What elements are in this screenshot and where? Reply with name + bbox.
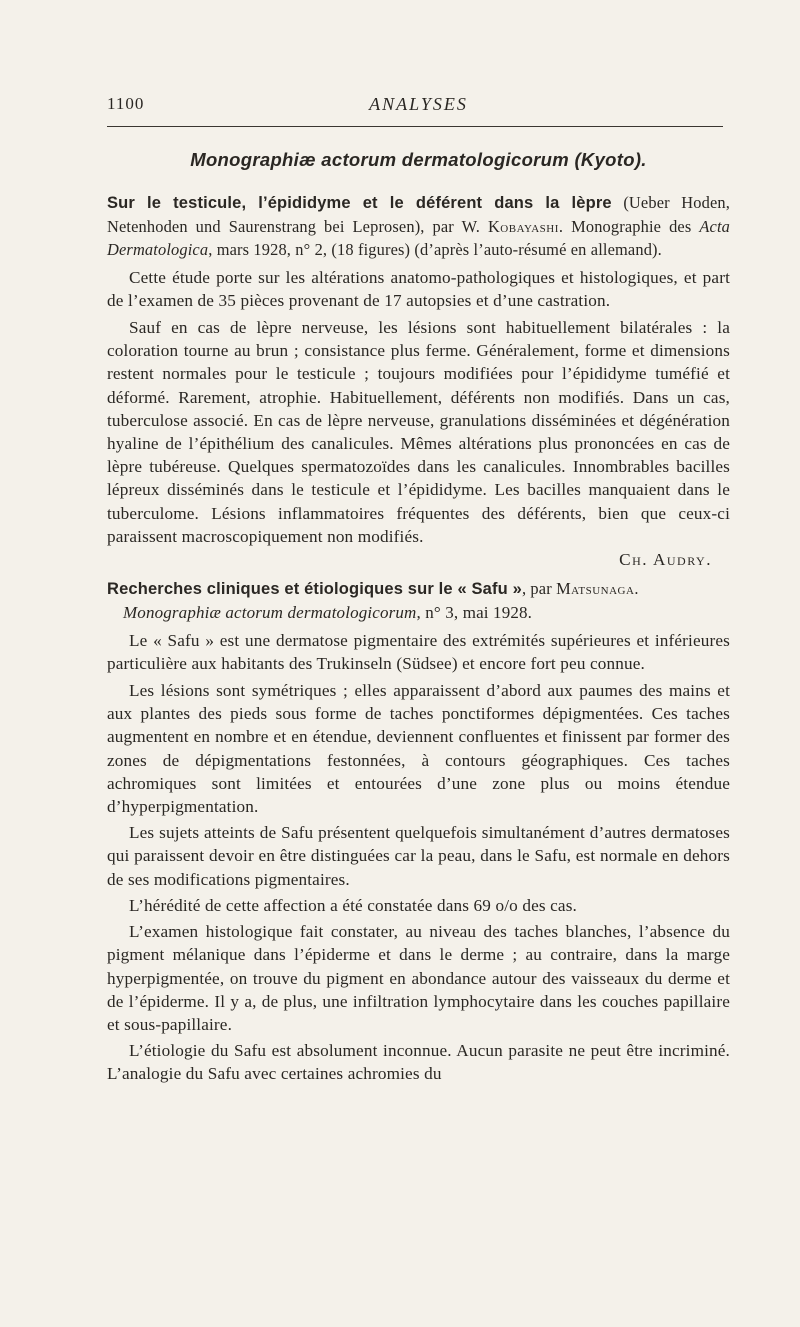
article-2-author: Matsunaga <box>556 579 635 599</box>
article-1-paragraph: Cette étude porte sur les altérations anatomo-pathologiques et histologiques, et part de l’examen de 35 pièces provenant de 17 autopsies et d’une castration. <box>107 267 730 310</box>
article-1-paragraph: Sauf en cas de lèpre nerveuse, les lésions sont habituellement bilatérales : la coloration tourne au brun ; consistance plus ferme. Généralement, forme et dimensions restent normales pour le testicule ; toujours modifiées pour l’épididyme tuméfié et déformé. Rarement, atrophie. Habituellement, déférents non modifiés. Dans un cas, tuberculose associé. En cas de lèpre nerveuse, granulations disséminées et dégénération hyaline de l’épithélium des canalicules. Mêmes altérations plus prononcées en cas de lèpre tubéreuse. Quelques spermatozoïdes dans les canalicules. Innombrables bacilles lépreux disséminés dans le testicule et l’épididyme. Les bacilles manquaient dans le tuberculome. Lésions inflammatoires fréquentes des déférents, bien que ceux-ci paraissent macroscopiquement non modifiés. <box>107 318 730 546</box>
article-1-citation-b: . Monographie des <box>558 217 700 237</box>
article-2-paragraph: L’hérédité de cette affection a été constatée dans 69 o/o des cas. <box>129 895 577 915</box>
article-1-journal: Acta Dermatologica <box>107 217 731 260</box>
article-2-paragraph: L’examen histologique fait constater, au niveau des taches blanches, l’absence du pigment mélanique dans l’épiderme et dans le derme ; au contraire, dans la marge hyperpigmentée, on trouve du pigment en abondance autour des vaisseaux du derme et de l’épiderme. Il y a, de plus, une infiltration lymphocytaire dans les couches papillaire et sous-papillaire. <box>107 922 730 1034</box>
article-1-citation-a: (Ueber Hoden, Netenhoden und Saurenstrang bei Leprosen), par W. <box>107 193 731 237</box>
article-2-paragraph: Les sujets atteints de Safu présentent quelquefois simultanément d’autres dermatoses qui paraissent devoir en être distinguées car la peau, dans le Safu, est normale en dehors de ses modifications pigmentaires. <box>107 823 730 889</box>
running-title: ANALYSES <box>369 94 468 114</box>
article-2-reference <box>107 601 730 624</box>
article-2-title: Recherches cliniques et étiologiques sur le « Safu » <box>107 580 522 599</box>
article-1-title: Sur le testicule, l’épididyme et le déférent dans la lèpre <box>107 194 612 212</box>
header-rule <box>107 126 723 127</box>
article-2-paragraph: L’étiologie du Safu est absolument inconnue. Aucun parasite ne peut être incriminé. L’analogie du Safu avec certaines achromies du <box>107 1041 730 1084</box>
article-2-paragraph: Le « Safu » est une dermatose pigmentaire des extrémités supérieures et inférieures particulière aux habitants des Trukinseln (Südsee) et encore fort peu connue. <box>107 630 730 673</box>
article-2-citation-c: , n° 3, mai 1928. <box>416 603 533 623</box>
article-2-heading <box>107 577 730 601</box>
section-title: Monographiæ actorum dermatologicorum (Kyoto). <box>190 149 647 170</box>
article-1-author: Kobayashi <box>487 217 559 237</box>
article-kobayashi <box>107 191 730 571</box>
article-matsunaga <box>107 577 730 1085</box>
article-1-heading <box>107 191 730 262</box>
article-1-signature: Ch. Audry. <box>619 550 712 570</box>
article-1-citation-c: , mars 1928, n° 2, (18 figures) (d’après l’auto-résumé en allemand). <box>208 240 662 260</box>
page-number: 1100 <box>107 94 145 113</box>
article-2-citation-b: . <box>634 579 639 599</box>
article-2-citation-a: , par <box>521 579 557 599</box>
article-2-journal: Monographiæ actorum dermatologicorum <box>123 603 417 623</box>
running-head <box>107 94 730 122</box>
article-2-paragraph: Les lésions sont symétriques ; elles apparaissent d’abord aux paumes des mains et aux plantes des pieds sous forme de taches ponctiformes dépigmentées. Ces taches augmentent en nombre et en étendue, deviennent confluentes et finissent par former des zones de dépigmentations festonnées, à contours géographiques. Ces taches achromiques sont limitées et entourées d’une zone plus ou moins étendue d’hyperpigmentation. <box>107 681 730 817</box>
